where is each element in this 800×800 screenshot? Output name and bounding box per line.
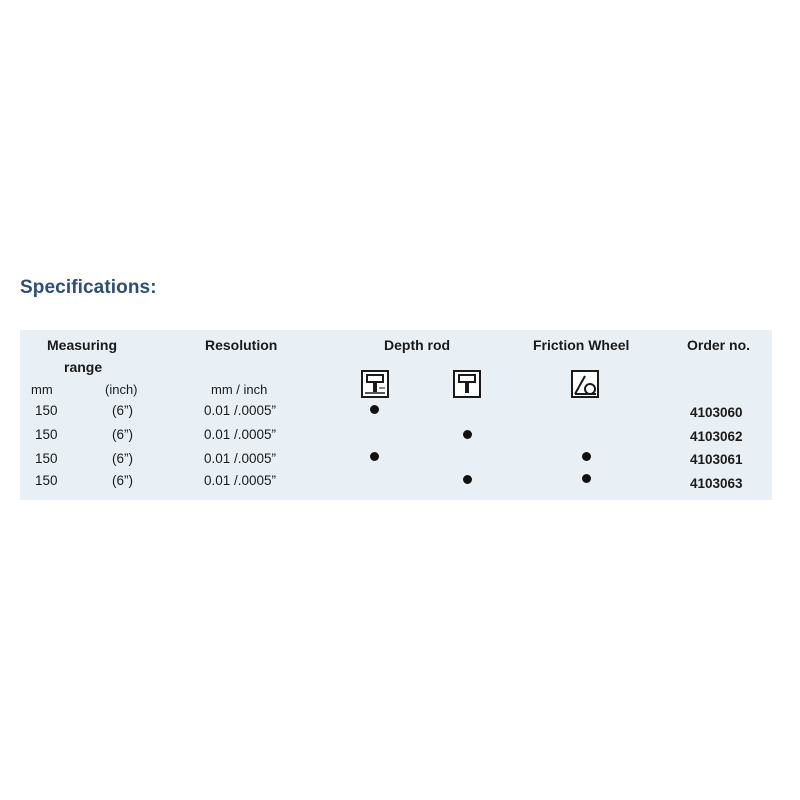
row-2-mm: 150 <box>35 427 58 442</box>
header-measuring-range: Measuring <box>47 337 118 353</box>
row-4-order-no: 4103063 <box>690 476 743 491</box>
row-1-order-no: 4103060 <box>690 405 743 420</box>
header-friction-wheel: Friction Wheel <box>533 337 630 353</box>
row-2-depth-rod-round-dot <box>463 430 472 439</box>
row-3-order-no: 4103061 <box>690 452 743 467</box>
header-resolution: Resolution <box>205 337 278 353</box>
row-4-inch: (6”) <box>112 473 133 488</box>
row-3-friction-wheel-dot <box>582 452 591 461</box>
row-4-friction-wheel-dot <box>582 474 591 483</box>
header-measuring-range-line2: range <box>64 359 103 375</box>
row-1-resolution: 0.01 /.0005” <box>204 403 277 418</box>
depth-rod-round-icon <box>453 370 481 398</box>
depth-rod-flat-icon <box>361 370 389 398</box>
row-4-depth-rod-round-dot <box>463 475 472 484</box>
row-3-inch: (6”) <box>112 451 133 466</box>
row-2-inch: (6”) <box>112 427 133 442</box>
friction-wheel-icon <box>571 370 599 398</box>
row-3-mm: 150 <box>35 451 58 466</box>
row-1-depth-rod-flat-dot <box>370 405 379 414</box>
header-depth-rod: Depth rod <box>384 337 451 353</box>
row-4-mm: 150 <box>35 473 58 488</box>
page-title: Specifications: <box>20 277 157 298</box>
subheader-mm: mm <box>31 382 53 397</box>
row-2-resolution: 0.01 /.0005” <box>204 427 277 442</box>
row-2-order-no: 4103062 <box>690 429 743 444</box>
header-order-no: Order no. <box>687 337 751 353</box>
row-4-resolution: 0.01 /.0005” <box>204 473 277 488</box>
subheader-inch: (inch) <box>105 382 138 397</box>
row-1-mm: 150 <box>35 403 58 418</box>
row-3-resolution: 0.01 /.0005” <box>204 451 277 466</box>
subheader-resolution-units: mm / inch <box>211 382 268 397</box>
row-3-depth-rod-flat-dot <box>370 452 379 461</box>
row-1-inch: (6”) <box>112 403 133 418</box>
